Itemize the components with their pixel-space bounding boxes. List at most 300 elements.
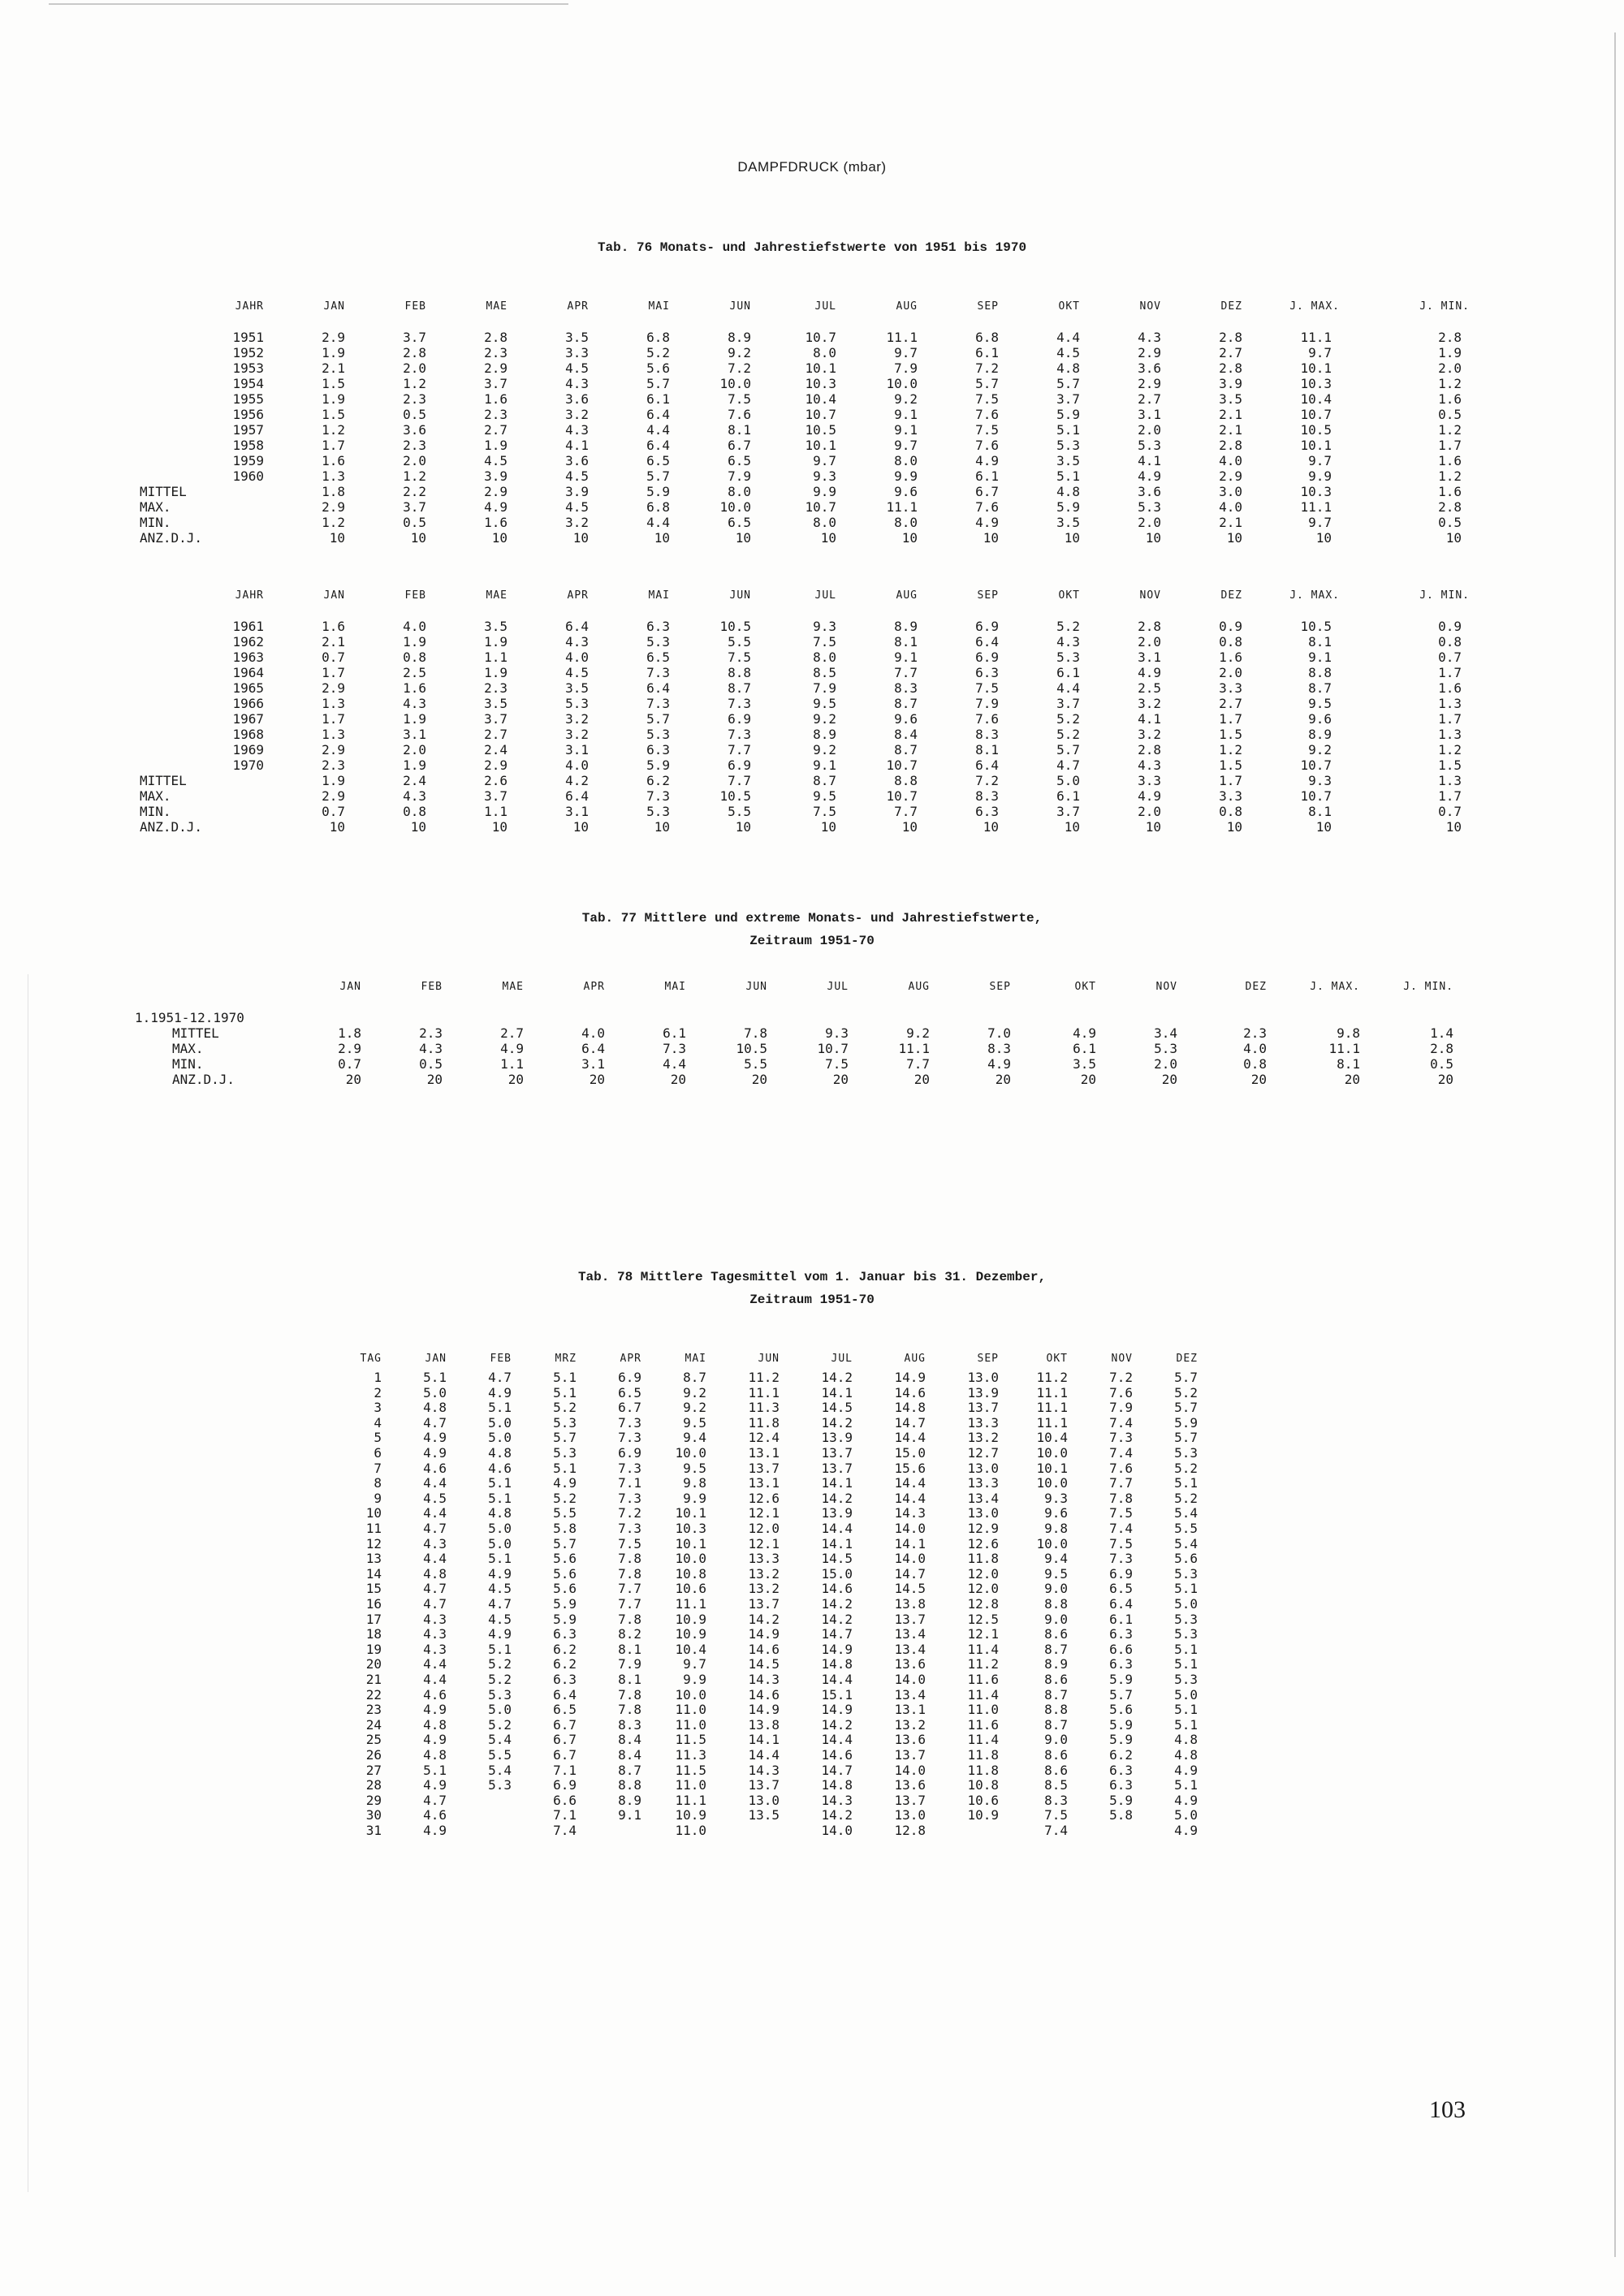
header-feb: FEB <box>421 981 443 993</box>
year-cell: 1959 <box>232 453 264 468</box>
value-cell: 4.7 <box>423 1521 447 1536</box>
value-cell: 5.1 <box>488 1641 512 1657</box>
value-cell: 11.0 <box>675 1823 706 1838</box>
value-cell: 5.4 <box>488 1732 512 1748</box>
value-cell: 10.7 <box>886 788 918 804</box>
table76-block1_summary-row <box>0 499 1624 515</box>
value-cell: 7.0 <box>987 1025 1011 1041</box>
value-cell: 14.7 <box>894 1414 926 1431</box>
value-cell: 7.3 <box>618 1460 641 1476</box>
header-jahr: JAHR <box>235 300 264 313</box>
table77-caption-line2: Zeitraum 1951-70 <box>749 934 875 948</box>
value-cell: 4.8 <box>1174 1747 1198 1763</box>
value-cell: 11.1 <box>1300 330 1332 345</box>
value-cell: 2.3 <box>484 345 508 360</box>
value-cell: 4.1 <box>1138 453 1161 468</box>
day-cell: 20 <box>365 1656 382 1672</box>
value-cell: 14.2 <box>821 1370 853 1385</box>
table78-row <box>0 1415 1624 1431</box>
value-cell: 14.5 <box>894 1581 926 1597</box>
value-cell: 14.2 <box>821 1611 853 1627</box>
value-cell: 14.4 <box>748 1747 780 1763</box>
value-cell: 8.0 <box>894 453 918 468</box>
value-cell: 10.4 <box>675 1641 706 1657</box>
value-cell: 14.8 <box>894 1400 926 1416</box>
value-cell: 6.4 <box>565 619 589 634</box>
value-cell: 10.7 <box>817 1041 849 1056</box>
value-cell: 7.7 <box>894 665 918 680</box>
value-cell: 9.6 <box>1044 1505 1068 1521</box>
table78-caption-line1: Tab. 78 Mittlere Tagesmittel vom 1. Januar bis 31. Dezember, <box>577 1270 1047 1284</box>
header-mrz: MRZ <box>555 1353 577 1365</box>
value-cell: 6.5 <box>728 453 751 468</box>
value-cell: 3.5 <box>1056 453 1080 468</box>
header-nov: NOV <box>1111 1353 1133 1365</box>
value-cell: 5.7 <box>553 1430 577 1446</box>
value-cell: 3.5 <box>1219 391 1242 407</box>
value-cell: 7.5 <box>728 391 751 407</box>
header-aug: AUG <box>908 981 930 993</box>
day-cell: 10 <box>365 1505 382 1521</box>
value-cell: 5.7 <box>1056 742 1080 757</box>
day-cell: 3 <box>374 1400 382 1416</box>
value-cell: 5.1 <box>1174 1777 1198 1793</box>
value-cell: 7.2 <box>618 1505 641 1521</box>
value-cell: 11.0 <box>967 1702 999 1718</box>
value-cell: 3.7 <box>403 499 426 515</box>
value-cell: 4.9 <box>1174 1792 1198 1808</box>
value-cell: 2.4 <box>403 773 426 788</box>
value-cell: 6.4 <box>975 757 999 773</box>
value-cell: 5.0 <box>488 1535 512 1552</box>
header-okt: OKT <box>1074 981 1096 993</box>
value-cell: 6.7 <box>553 1747 577 1763</box>
value-cell: 13.2 <box>748 1581 780 1597</box>
value-cell: 0.9 <box>1438 619 1462 634</box>
value-cell: 8.6 <box>1044 1626 1068 1642</box>
table76-block1-row <box>0 330 1624 345</box>
value-cell: 5.0 <box>1174 1686 1198 1703</box>
value-cell: 10 <box>1445 819 1462 835</box>
value-cell: 12.8 <box>967 1596 999 1612</box>
value-cell: 10 <box>1145 530 1161 546</box>
value-cell: 4.9 <box>1138 468 1161 484</box>
value-cell: 8.4 <box>894 727 918 742</box>
value-cell: 5.7 <box>1174 1370 1198 1385</box>
value-cell: 10.1 <box>675 1505 706 1521</box>
table76-block1-row <box>0 360 1624 376</box>
value-cell: 5.1 <box>1174 1716 1198 1733</box>
value-cell: 7.5 <box>813 804 836 819</box>
value-cell: 9.7 <box>1308 345 1332 360</box>
value-cell: 5.6 <box>553 1551 577 1567</box>
value-cell: 10 <box>1064 530 1080 546</box>
value-cell: 0.7 <box>322 804 345 819</box>
value-cell: 1.5 <box>1438 757 1462 773</box>
value-cell: 9.1 <box>1308 650 1332 665</box>
value-cell: 5.9 <box>1109 1716 1133 1733</box>
value-cell: 12.6 <box>967 1535 999 1552</box>
value-cell: 4.6 <box>423 1807 447 1823</box>
value-cell: 9.7 <box>894 438 918 453</box>
value-cell: 7.9 <box>894 360 918 376</box>
value-cell: 13.1 <box>748 1475 780 1491</box>
value-cell: 11.3 <box>675 1747 706 1763</box>
table76-block2-row <box>0 665 1624 680</box>
value-cell: 4.8 <box>1056 360 1080 376</box>
value-cell: 5.2 <box>1174 1384 1198 1400</box>
value-cell: 10 <box>329 530 345 546</box>
value-cell: 4.9 <box>1174 1823 1198 1838</box>
value-cell: 4.4 <box>646 515 670 530</box>
value-cell: 6.4 <box>646 680 670 696</box>
value-cell: 14.5 <box>821 1551 853 1567</box>
value-cell: 3.3 <box>1219 680 1242 696</box>
summary-label: MITTEL <box>140 484 187 499</box>
header-okt: OKT <box>1058 589 1080 602</box>
value-cell: 14.3 <box>821 1792 853 1808</box>
summary-label: MAX. <box>140 499 171 515</box>
table76-block1-row <box>0 345 1624 360</box>
value-cell: 8.1 <box>1337 1056 1360 1072</box>
table78-row <box>0 1656 1624 1672</box>
period-label: 1.1951-12.1970 <box>135 1010 244 1025</box>
value-cell: 4.9 <box>488 1626 512 1642</box>
value-cell: 5.7 <box>1109 1686 1133 1703</box>
value-cell: 9.1 <box>894 650 918 665</box>
value-cell: 6.4 <box>565 788 589 804</box>
table78-row <box>0 1551 1624 1566</box>
value-cell: 10 <box>735 530 751 546</box>
value-cell: 6.5 <box>646 650 670 665</box>
value-cell: 5.7 <box>646 711 670 727</box>
value-cell: 2.3 <box>484 407 508 422</box>
value-cell: 4.9 <box>484 499 508 515</box>
value-cell: 7.3 <box>646 665 670 680</box>
value-cell: 0.5 <box>403 407 426 422</box>
value-cell: 1.9 <box>484 634 508 650</box>
value-cell: 5.0 <box>488 1521 512 1536</box>
value-cell: 5.3 <box>1138 438 1161 453</box>
value-cell: 5.6 <box>553 1565 577 1582</box>
value-cell: 0.5 <box>419 1056 443 1072</box>
value-cell: 13.7 <box>894 1747 926 1763</box>
value-cell: 10 <box>901 819 918 835</box>
value-cell: 5.7 <box>1056 376 1080 391</box>
value-cell: 2.8 <box>1219 360 1242 376</box>
value-cell: 13.0 <box>967 1370 999 1385</box>
table78-row <box>0 1807 1624 1823</box>
header-mae: MAE <box>486 300 508 313</box>
value-cell: 3.2 <box>565 711 589 727</box>
value-cell: 5.0 <box>1174 1807 1198 1823</box>
table78-row <box>0 1475 1624 1491</box>
value-cell: 2.0 <box>1138 634 1161 650</box>
value-cell: 7.5 <box>813 634 836 650</box>
table78-row <box>0 1536 1624 1552</box>
value-cell: 10 <box>1445 530 1462 546</box>
value-cell: 5.5 <box>744 1056 767 1072</box>
value-cell: 20 <box>832 1072 849 1087</box>
value-cell: 5.5 <box>553 1505 577 1521</box>
value-cell: 13.9 <box>967 1384 999 1400</box>
value-cell: 10.3 <box>805 376 836 391</box>
value-cell: 6.3 <box>1109 1777 1133 1793</box>
value-cell: 8.8 <box>1044 1596 1068 1612</box>
value-cell: 4.3 <box>423 1626 447 1642</box>
value-cell: 20 <box>589 1072 605 1087</box>
value-cell: 10.9 <box>675 1807 706 1823</box>
value-cell: 14.4 <box>894 1475 926 1491</box>
value-cell: 4.4 <box>423 1505 447 1521</box>
value-cell: 7.6 <box>975 407 999 422</box>
value-cell: 2.7 <box>484 727 508 742</box>
value-cell: 14.9 <box>894 1370 926 1385</box>
value-cell: 4.9 <box>423 1823 447 1838</box>
value-cell: 9.2 <box>813 742 836 757</box>
value-cell: 1.6 <box>322 619 345 634</box>
value-cell: 11.6 <box>967 1716 999 1733</box>
value-cell: 5.3 <box>565 696 589 711</box>
value-cell: 5.3 <box>646 727 670 742</box>
value-cell: 5.9 <box>1109 1792 1133 1808</box>
value-cell: 5.6 <box>1109 1702 1133 1718</box>
value-cell: 3.2 <box>565 515 589 530</box>
value-cell: 15.1 <box>821 1686 853 1703</box>
header-aug: AUG <box>896 300 918 313</box>
table76-block2-row <box>0 742 1624 757</box>
value-cell: 1.7 <box>1219 711 1242 727</box>
value-cell: 5.1 <box>1174 1581 1198 1597</box>
value-cell: 5.9 <box>1056 499 1080 515</box>
value-cell: 2.9 <box>322 788 345 804</box>
value-cell: 10 <box>1145 819 1161 835</box>
value-cell: 8.3 <box>618 1716 641 1733</box>
value-cell: 13.4 <box>967 1490 999 1506</box>
value-cell: 6.8 <box>646 330 670 345</box>
value-cell: 5.1 <box>1056 468 1080 484</box>
value-cell: 1.6 <box>484 391 508 407</box>
value-cell: 14.8 <box>821 1656 853 1672</box>
value-cell: 6.3 <box>975 804 999 819</box>
value-cell: 13.0 <box>967 1460 999 1476</box>
value-cell: 2.7 <box>1138 391 1161 407</box>
day-cell: 21 <box>365 1672 382 1687</box>
value-cell: 3.2 <box>565 407 589 422</box>
value-cell: 7.6 <box>1109 1384 1133 1400</box>
value-cell: 8.6 <box>1044 1747 1068 1763</box>
value-cell: 9.5 <box>1044 1565 1068 1582</box>
value-cell: 4.7 <box>488 1370 512 1385</box>
value-cell: 10 <box>1064 819 1080 835</box>
value-cell: 1.1 <box>484 804 508 819</box>
value-cell: 4.5 <box>423 1490 447 1506</box>
day-cell: 19 <box>365 1641 382 1657</box>
value-cell: 4.3 <box>403 788 426 804</box>
value-cell: 5.2 <box>1056 711 1080 727</box>
value-cell: 10.0 <box>1036 1445 1068 1461</box>
value-cell: 10.7 <box>805 499 836 515</box>
value-cell: 8.5 <box>813 665 836 680</box>
value-cell: 1.7 <box>1438 665 1462 680</box>
value-cell: 8.1 <box>975 742 999 757</box>
value-cell: 10.8 <box>675 1565 706 1582</box>
value-cell: 13.2 <box>748 1565 780 1582</box>
table76-block2_summary-row <box>0 804 1624 819</box>
value-cell: 7.8 <box>618 1686 641 1703</box>
value-cell: 1.9 <box>1438 345 1462 360</box>
value-cell: 8.7 <box>1308 680 1332 696</box>
value-cell: 14.0 <box>894 1521 926 1536</box>
value-cell: 0.8 <box>1219 634 1242 650</box>
year-cell: 1960 <box>232 468 264 484</box>
value-cell: 3.9 <box>484 468 508 484</box>
header-jmax: J. MAX. <box>1289 589 1340 602</box>
value-cell: 11.1 <box>748 1384 780 1400</box>
value-cell: 1.9 <box>322 345 345 360</box>
day-cell: 23 <box>365 1702 382 1718</box>
value-cell: 3.1 <box>565 742 589 757</box>
table76-block2_summary-row <box>0 773 1624 788</box>
value-cell: 6.9 <box>1109 1565 1133 1582</box>
value-cell: 1.5 <box>1219 757 1242 773</box>
value-cell: 2.8 <box>1430 1041 1453 1056</box>
value-cell: 5.1 <box>423 1762 447 1778</box>
value-cell: 4.9 <box>500 1041 524 1056</box>
table76-block2_summary-row <box>0 819 1624 835</box>
table76-block1-row <box>0 376 1624 391</box>
value-cell: 8.8 <box>1308 665 1332 680</box>
value-cell: 10.0 <box>675 1551 706 1567</box>
value-cell: 9.7 <box>894 345 918 360</box>
value-cell: 14.0 <box>821 1823 853 1838</box>
value-cell: 10.5 <box>805 422 836 438</box>
value-cell: 14.9 <box>821 1702 853 1718</box>
value-cell: 7.4 <box>1109 1521 1133 1536</box>
value-cell: 8.1 <box>1308 804 1332 819</box>
value-cell: 10 <box>572 530 589 546</box>
table78-row <box>0 1732 1624 1747</box>
value-cell: 4.7 <box>423 1596 447 1612</box>
value-cell: 5.1 <box>488 1475 512 1491</box>
value-cell: 14.9 <box>821 1641 853 1657</box>
value-cell: 4.8 <box>1174 1732 1198 1748</box>
value-cell: 10.1 <box>805 438 836 453</box>
value-cell: 4.9 <box>975 453 999 468</box>
value-cell: 5.3 <box>1154 1041 1177 1056</box>
value-cell: 2.0 <box>1138 422 1161 438</box>
value-cell: 14.2 <box>821 1490 853 1506</box>
value-cell: 4.0 <box>565 650 589 665</box>
value-cell: 5.1 <box>1174 1641 1198 1657</box>
value-cell: 1.6 <box>403 680 426 696</box>
value-cell: 2.8 <box>403 345 426 360</box>
value-cell: 5.5 <box>728 634 751 650</box>
value-cell: 10 <box>1226 530 1242 546</box>
value-cell: 2.6 <box>484 773 508 788</box>
year-cell: 1963 <box>232 650 264 665</box>
value-cell: 8.0 <box>813 515 836 530</box>
value-cell: 0.9 <box>1219 619 1242 634</box>
value-cell: 9.5 <box>813 696 836 711</box>
day-cell: 5 <box>374 1430 382 1446</box>
value-cell: 20 <box>345 1072 361 1087</box>
value-cell: 5.1 <box>423 1370 447 1385</box>
value-cell: 2.0 <box>1219 665 1242 680</box>
value-cell: 0.8 <box>1438 634 1462 650</box>
value-cell: 7.7 <box>618 1596 641 1612</box>
value-cell: 7.9 <box>813 680 836 696</box>
value-cell: 11.1 <box>675 1792 706 1808</box>
value-cell: 10.7 <box>1300 788 1332 804</box>
value-cell: 3.7 <box>1056 696 1080 711</box>
header-sep: SEP <box>989 981 1011 993</box>
day-cell: 13 <box>365 1551 382 1567</box>
value-cell: 14.8 <box>821 1777 853 1793</box>
value-cell: 5.0 <box>488 1414 512 1431</box>
value-cell: 10.0 <box>1036 1535 1068 1552</box>
value-cell: 2.3 <box>322 757 345 773</box>
value-cell: 5.9 <box>646 484 670 499</box>
value-cell: 2.9 <box>484 484 508 499</box>
value-cell: 3.7 <box>1056 804 1080 819</box>
value-cell: 5.3 <box>1174 1672 1198 1687</box>
value-cell: 7.4 <box>1044 1823 1068 1838</box>
value-cell: 0.7 <box>1438 804 1462 819</box>
value-cell: 6.3 <box>646 619 670 634</box>
value-cell: 11.1 <box>886 330 918 345</box>
table76-block2-row <box>0 650 1624 665</box>
value-cell: 1.7 <box>322 711 345 727</box>
value-cell: 13.0 <box>967 1505 999 1521</box>
table78-row <box>0 1777 1624 1793</box>
value-cell: 20 <box>995 1072 1011 1087</box>
value-cell: 6.1 <box>1056 788 1080 804</box>
value-cell: 5.1 <box>1174 1475 1198 1491</box>
value-cell: 2.0 <box>403 360 426 376</box>
year-cell: 1961 <box>232 619 264 634</box>
value-cell: 7.1 <box>553 1807 577 1823</box>
value-cell: 6.2 <box>553 1656 577 1672</box>
table76-block2_summary-row <box>0 788 1624 804</box>
header-mai: MAI <box>648 589 670 602</box>
value-cell: 4.0 <box>1219 453 1242 468</box>
value-cell: 8.9 <box>618 1792 641 1808</box>
value-cell: 5.0 <box>488 1702 512 1718</box>
value-cell: 7.8 <box>618 1611 641 1627</box>
value-cell: 4.8 <box>1056 484 1080 499</box>
value-cell: 3.5 <box>565 680 589 696</box>
value-cell: 8.9 <box>728 330 751 345</box>
value-cell: 3.6 <box>565 391 589 407</box>
value-cell: 13.7 <box>894 1792 926 1808</box>
value-cell: 13.7 <box>967 1400 999 1416</box>
value-cell: 7.7 <box>618 1581 641 1597</box>
value-cell: 5.3 <box>488 1686 512 1703</box>
value-cell: 3.7 <box>484 376 508 391</box>
table78-row <box>0 1642 1624 1657</box>
page-number: 103 <box>1429 2096 1466 2123</box>
value-cell: 4.8 <box>488 1505 512 1521</box>
table78-row <box>0 1763 1624 1778</box>
value-cell: 1.1 <box>484 650 508 665</box>
value-cell: 4.5 <box>565 360 589 376</box>
value-cell: 14.6 <box>821 1581 853 1597</box>
value-cell: 4.9 <box>1138 665 1161 680</box>
value-cell: 11.2 <box>967 1656 999 1672</box>
value-cell: 6.3 <box>646 742 670 757</box>
value-cell: 10 <box>572 819 589 835</box>
